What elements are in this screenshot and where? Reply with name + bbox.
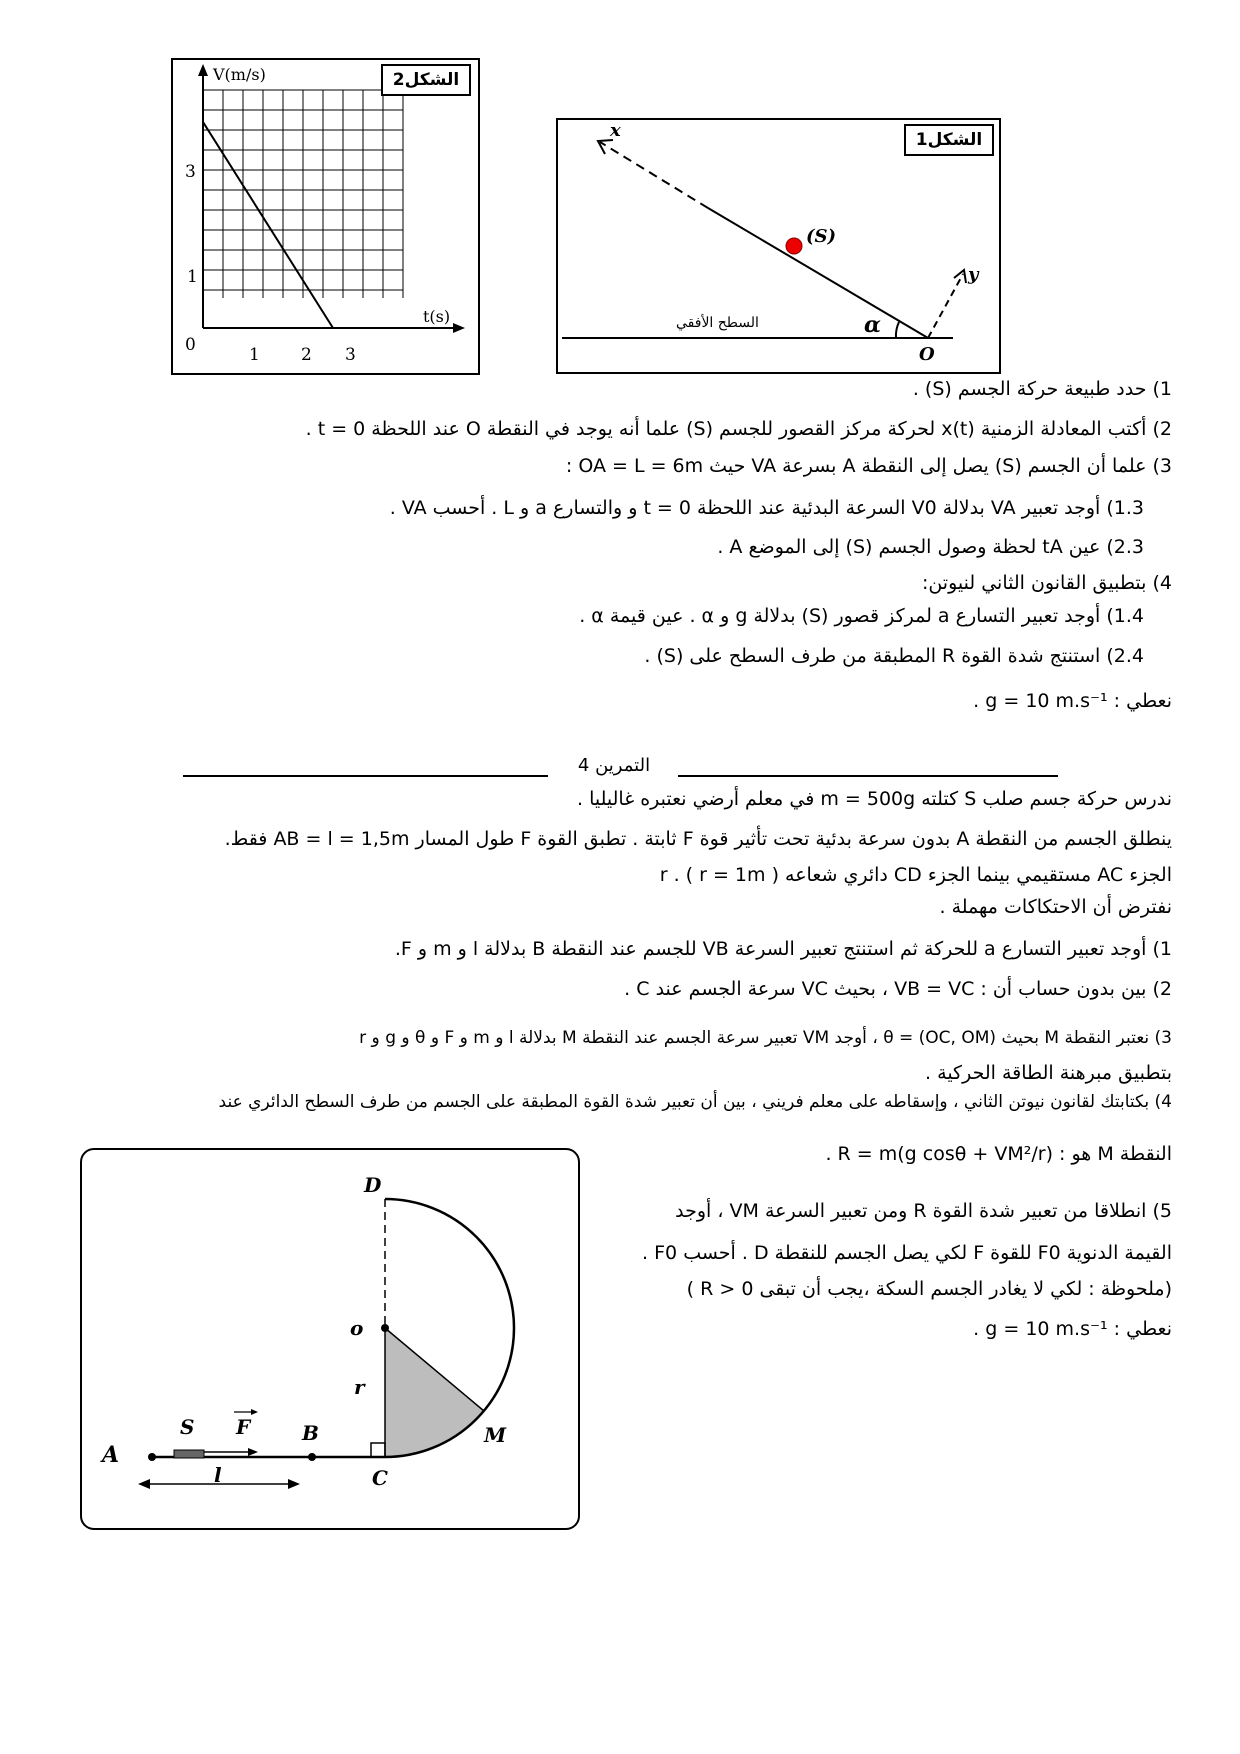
velocity-graph-svg — [173, 60, 478, 373]
point-a-dot — [148, 1453, 156, 1461]
right-angle-mark — [371, 1443, 385, 1457]
label-a: A — [102, 1442, 120, 1468]
ex4-p3: الجزء AC مستقيمي بينما الجزء CD دائري شعاعه r . ( r = 1m ) — [659, 864, 1172, 886]
figure-1-tag: الشكل1 — [904, 124, 994, 156]
x-label: x — [610, 120, 621, 141]
label-f: F — [236, 1415, 251, 1439]
title-rule-left — [183, 775, 548, 777]
t-axis-arrow — [453, 323, 465, 333]
figure-1-inclined-plane — [556, 118, 1001, 374]
label-l: l — [214, 1463, 222, 1487]
ex4-p4: نفترض أن الاحتكاكات مهملة . — [939, 896, 1172, 918]
ex4-given: نعطي : g = 10 m.s⁻¹ . — [973, 1318, 1172, 1340]
ex4-q2: 2) بين بدون حساب أن : VB = VC ، بحيث VC سرعة الجسم عند C . — [624, 978, 1172, 1000]
ex4-q3b: بتطبيق مبرهنة الطاقة الحركية . — [925, 1062, 1172, 1084]
body-s — [786, 238, 802, 254]
ex3-q2: 2) أكتب المعادلة الزمنية x(t) لحركة مركز القصور للجسم (S) علما أنه يوجد في النقطة O عند اللحظة t = 0 . — [305, 418, 1172, 440]
ex3-q1: 1) حدد طبيعة حركة الجسم (S) . — [912, 378, 1172, 400]
ex3-given: نعطي : g = 10 m.s⁻¹ . — [973, 690, 1172, 712]
length-arrow-right — [288, 1479, 300, 1489]
ex3-q3: 3) علما أن الجسم (S) يصل إلى النقطة A بسرعة VA حيث OA = L = 6m : — [565, 455, 1172, 477]
ex4-q1: 1) أوجد تعبير التسارع a للحركة ثم استنتج تعبير السرعة VB للجسم عند النقطة B بدلالة l و m و F. — [394, 938, 1172, 960]
title-rule-right — [678, 775, 1058, 777]
ex3-q32: 2.3) عين tA لحظة وصول الجسم (S) إلى الموضع A . — [717, 536, 1144, 558]
ex3-q42: 2.4) استنتج شدة القوة R المطبقة من طرف السطح على (S) . — [644, 645, 1144, 667]
label-b: B — [302, 1421, 319, 1445]
tick-x-3: 3 — [345, 345, 356, 365]
alpha-label: α — [864, 312, 881, 338]
tick-y-3: 3 — [185, 162, 196, 182]
ex4-title: التمرين 4 — [577, 755, 651, 776]
label-r: r — [354, 1375, 365, 1399]
label-d: D — [364, 1173, 382, 1197]
point-o-dot — [381, 1324, 389, 1332]
ex3-q41: 1.4) أوجد تعبير التسارع a لمركز قصور (S) بدلالة g و α . عين قيمة α . — [579, 605, 1144, 627]
track-svg — [82, 1150, 578, 1528]
ex4-p1: ندرس حركة جسم صلب S كتلته m = 500g في معلم أرضي نعتبره غاليليا . — [577, 788, 1172, 810]
body-label: (S) — [806, 226, 837, 247]
grid — [203, 90, 403, 298]
x-axis-dashed — [600, 142, 708, 208]
label-c: C — [372, 1466, 388, 1490]
ex3-q4: 4) بتطبيق القانون الثاني لنيوتن: — [921, 572, 1172, 594]
t-axis-label: t(s) — [423, 307, 451, 326]
tick-x-2: 2 — [301, 345, 312, 365]
label-o: o — [350, 1316, 364, 1340]
y-label: y — [968, 264, 979, 285]
ex4-p2: ينطلق الجسم من النقطة A بدون سرعة بدئية تحت تأثير قوة F ثابتة . تطبق القوة F طول المسار AB = l = 1,5m فقط. — [224, 828, 1172, 850]
incline-svg — [558, 120, 999, 372]
ex4-q5c: (ملحوظة : لكي لا يغادر الجسم السكة ،يجب أن تبقى R > 0 ) — [686, 1278, 1172, 1300]
f-vector-mark-head — [251, 1409, 258, 1415]
y-axis-dashed — [928, 274, 963, 338]
surface-label: السطح الأفقي — [676, 315, 759, 331]
origin-label: 0 — [185, 335, 196, 355]
ex3-q31: 1.3) أوجد تعبير VA بدلالة V0 السرعة البدئية عند اللحظة t = 0 و والتسارع a و L . أحسب VA . — [389, 497, 1144, 519]
length-arrow-left — [138, 1479, 150, 1489]
force-arrowhead — [248, 1448, 258, 1456]
figure-2-tag: الشكل2 — [381, 64, 471, 96]
o-label: O — [919, 344, 935, 365]
shaded-sector — [385, 1328, 484, 1457]
label-s: S — [180, 1415, 195, 1439]
ex4-q4b: النقطة M هو : R = m(g cosθ + VM²/r) . — [825, 1143, 1172, 1165]
alpha-arc — [896, 322, 899, 338]
ex4-q5b: القيمة الدنوية F0 للقوة F لكي يصل الجسم للنقطة D . أحسب F0 . — [642, 1242, 1172, 1264]
tick-x-1: 1 — [249, 345, 260, 365]
label-m: M — [484, 1423, 507, 1447]
v-axis-label: V(m/s) — [213, 65, 266, 84]
point-b-dot — [308, 1453, 316, 1461]
ex4-q5a: 5) انطلاقا من تعبير شدة القوة R ومن تعبير السرعة VM ، أوجد — [675, 1200, 1172, 1222]
figure-2-velocity-graph — [171, 58, 480, 375]
body-s-block — [174, 1450, 204, 1458]
ex4-q3a: 3) نعتبر النقطة M بحيث θ = (OC, OM) ، أوجد VM تعبير سرعة الجسم عند النقطة M بدلالة l و m و F و θ و g و r — [359, 1028, 1172, 1048]
ex4-q4a: 4) بكتابتك لقانون نيوتن الثاني ، وإسقاطه على معلم فريني ، بين أن تعبير شدة القوة المطبقة على الجسم من طرف السطح الدائري عند — [218, 1092, 1172, 1112]
figure-3-track — [80, 1148, 580, 1530]
v-axis-arrow — [198, 64, 208, 76]
tick-y-1: 1 — [187, 267, 198, 287]
